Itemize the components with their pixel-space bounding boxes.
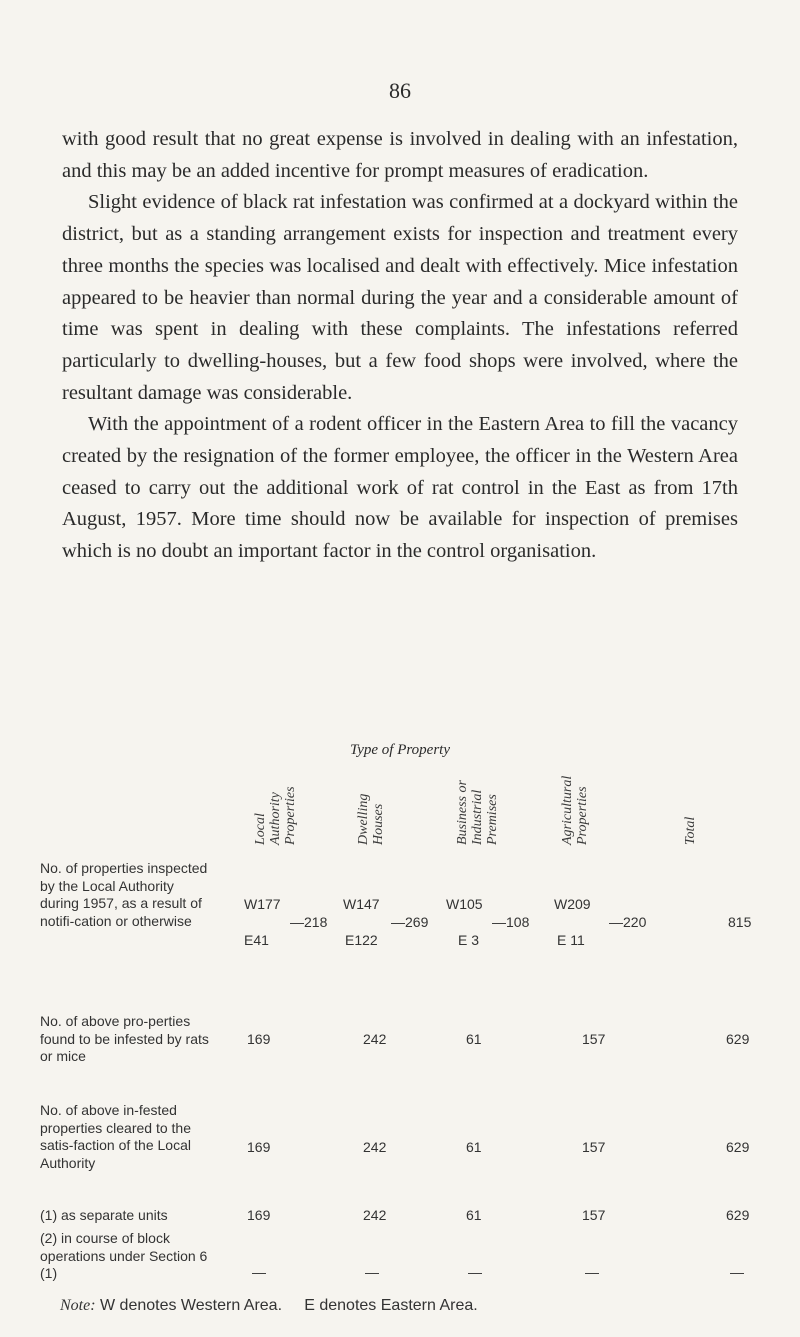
note-text: W denotes Western Area. E denotes Eastern Area. — [100, 1297, 478, 1314]
cell-total: 629 — [726, 1207, 750, 1223]
cell-subtotal: —220 — [609, 914, 647, 930]
note-label: Note: — [60, 1297, 96, 1314]
paragraph-2: Slight evidence of black rat infestation was confirmed at a dockyard within the district, but as a standing arrangement exists for inspection and treatment every three months the species was localised and dealt with effectively. Mice infestation appeared to be heavier than normal during the year and a considerable amount of time was spent in dealing with these complaints. The infestations referred particularly to dwelling-houses, but a few food shops were involved, where the resultant damage was considerable. — [62, 191, 738, 404]
paragraph-1: with good result that no great expense is involved in dealing with an infestation, and this may be an added incentive for prompt measures of eradication. — [62, 128, 738, 182]
cell-dash: — — [730, 1264, 744, 1280]
cell-east: E 3 — [458, 932, 480, 948]
cell-east: E41 — [244, 932, 269, 948]
cell-total: 629 — [726, 1139, 750, 1155]
cell-dash: — — [468, 1264, 482, 1280]
column-header-total: Total — [683, 816, 698, 845]
cell-subtotal: —108 — [492, 914, 530, 930]
cell-value: 169 — [247, 1139, 271, 1155]
table-note — [60, 1297, 478, 1315]
page-number: 86 — [389, 78, 411, 103]
cell-dash: — — [252, 1264, 266, 1280]
cell-west: W177 — [244, 896, 281, 912]
cell-value: 157 — [582, 1207, 606, 1223]
cell-value: 242 — [363, 1139, 387, 1155]
column-header-dwelling-houses: Dwelling Houses — [356, 793, 386, 845]
row-label-block-operations: (2) in course of block operations under Section 6 (1) — [40, 1230, 208, 1281]
cell-value: 61 — [466, 1031, 482, 1047]
cell-dash: — — [585, 1264, 599, 1280]
cell-value: 169 — [247, 1031, 271, 1047]
column-header-agricultural: Agricultural Properties — [560, 775, 590, 845]
row-label-cleared: No. of above in-fested properties cleared to the satis-faction of the Local Authority — [40, 1102, 191, 1171]
row-label-separate-units: (1) as separate units — [40, 1207, 168, 1223]
cell-total: 629 — [726, 1031, 750, 1047]
table-heading: Type of Property — [350, 742, 450, 758]
row-label-inspected: No. of properties inspected by the Local Authority during 1957, as a result of notifi-cation or otherwise — [40, 860, 208, 929]
cell-value: 61 — [466, 1207, 482, 1223]
column-header-business-premises: Business or Industrial Premises — [455, 780, 500, 845]
cell-value: 242 — [363, 1031, 387, 1047]
cell-east: E122 — [345, 932, 378, 948]
cell-value: 169 — [247, 1207, 271, 1223]
paragraph-3: With the appointment of a rodent officer in the Eastern Area to fill the vacancy created by the resignation of the former employee, the officer in the Western Area ceased to carry out the additional work of rat control in the East as from 17th August, 1957. More time should now be available for inspection of premises which is no doubt an important factor in the control organisation. — [62, 413, 738, 563]
cell-subtotal: —269 — [391, 914, 429, 930]
cell-west: W105 — [446, 896, 483, 912]
cell-value: 61 — [466, 1139, 482, 1155]
cell-subtotal: —218 — [290, 914, 328, 930]
cell-west: W209 — [554, 896, 591, 912]
row-label-infested: No. of above pro-perties found to be infested by rats or mice — [40, 1013, 209, 1064]
cell-west: W147 — [343, 896, 380, 912]
cell-dash: — — [365, 1264, 379, 1280]
cell-value: 157 — [582, 1139, 606, 1155]
cell-total: 815 — [728, 914, 752, 930]
column-header-local-authority: Local Authority Properties — [253, 786, 298, 845]
cell-value: 157 — [582, 1031, 606, 1047]
cell-value: 242 — [363, 1207, 387, 1223]
cell-east: E 11 — [557, 932, 585, 948]
